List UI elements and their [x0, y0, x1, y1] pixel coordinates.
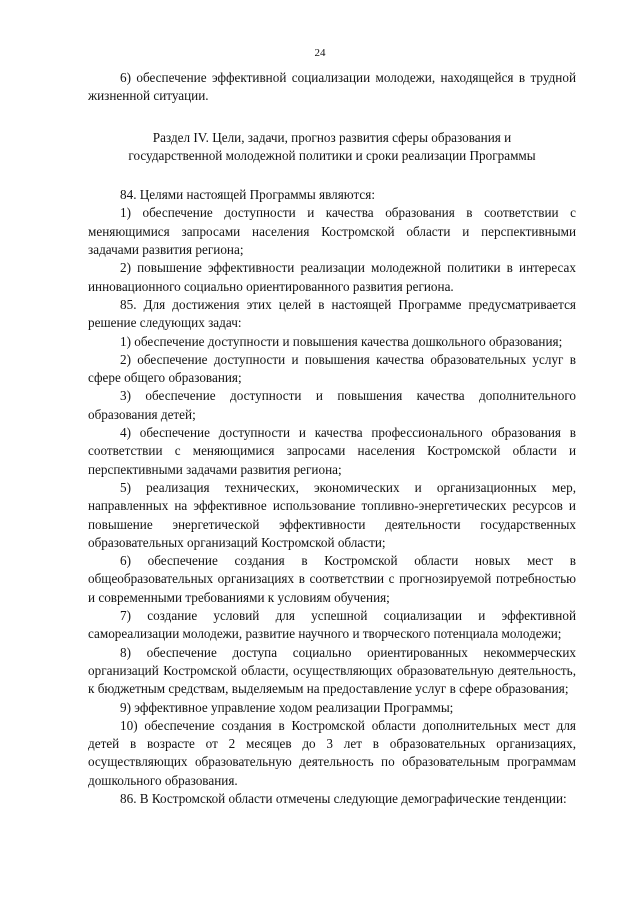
task-item-6: 6) обеспечение создания в Костромской области новых мест в общеобразовательных организациях в соответствии с прогнозируемой потребностью и современными требованиями к условиям обучения; — [88, 553, 576, 605]
task-item-1: 1) обеспечение доступности и повышения качества дошкольного образования; — [120, 333, 563, 349]
section-heading-line-2: государственной молодежной политики и сроки реализации Программы — [128, 147, 536, 163]
task-item-9: 9) эффективное управление ходом реализации Программы; — [120, 699, 454, 715]
goal-item-2: 2) повышение эффективности реализации молодежной политики в интересах инновационного социально ориентированного развития региона. — [88, 260, 576, 294]
task-item-10: 10) обеспечение создания в Костромской области дополнительных мест для детей в возрасте от 2 месяцев до 3 лет в образовательных организациях, осуществляющих образовательную деятельность по образовательным программам дошкольного образования. — [88, 717, 576, 788]
paragraph-84: 84. Целями настоящей Программы являются: — [120, 187, 375, 203]
task-item-3: 3) обеспечение доступности и повышения качества дополнительного образования детей; — [88, 388, 576, 422]
intro-item: 6) обеспечение эффективной социализации молодежи, находящейся в трудной жизненной ситуации. — [88, 70, 576, 104]
goal-item-1: 1) обеспечение доступности и качества образования в соответствии с меняющимися запросами населения Костромской области и перспективными задачами развития региона; — [88, 205, 576, 258]
task-item-4: 4) обеспечение доступности и качества профессионального образования в соответствии с меняющимися запросами населения Костромской области и перспективными задачами развития региона; — [88, 425, 576, 477]
paragraph-86: 86. В Костромской области отмечены следующие демографические тенденции: — [120, 790, 567, 806]
task-item-7: 7) создание условий для успешной социализации и эффективной самореализации молодежи, развитие научного и творческого потенциала молодежи; — [88, 608, 576, 642]
paragraph-85: 85. Для достижения этих целей в настоящей Программе предусматривается решение следующих задач: — [88, 296, 576, 331]
section-heading — [88, 129, 576, 166]
task-item-2: 2) обеспечение доступности и повышения качества образовательных услуг в сфере общего образования; — [88, 351, 576, 386]
section-heading-line-1: Раздел IV. Цели, задачи, прогноз развития сферы образования и — [152, 129, 512, 145]
task-item-8: 8) обеспечение доступа социально ориентированных некоммерческих организаций Костромской области, осуществляющих образовательную деятельность, к бюджетным средствам, выделяемым на предоставление услуг в сфере образования; — [88, 644, 576, 697]
page-number: 24 — [314, 47, 326, 59]
task-item-5: 5) реализация технических, экономических и организационных мер, направленных на эффективное использование топливно-энергетических ресурсов и повышение энергетической эффективности деятельности государственных образовательных организаций Костромской области; — [88, 479, 576, 550]
page-body — [88, 69, 576, 808]
